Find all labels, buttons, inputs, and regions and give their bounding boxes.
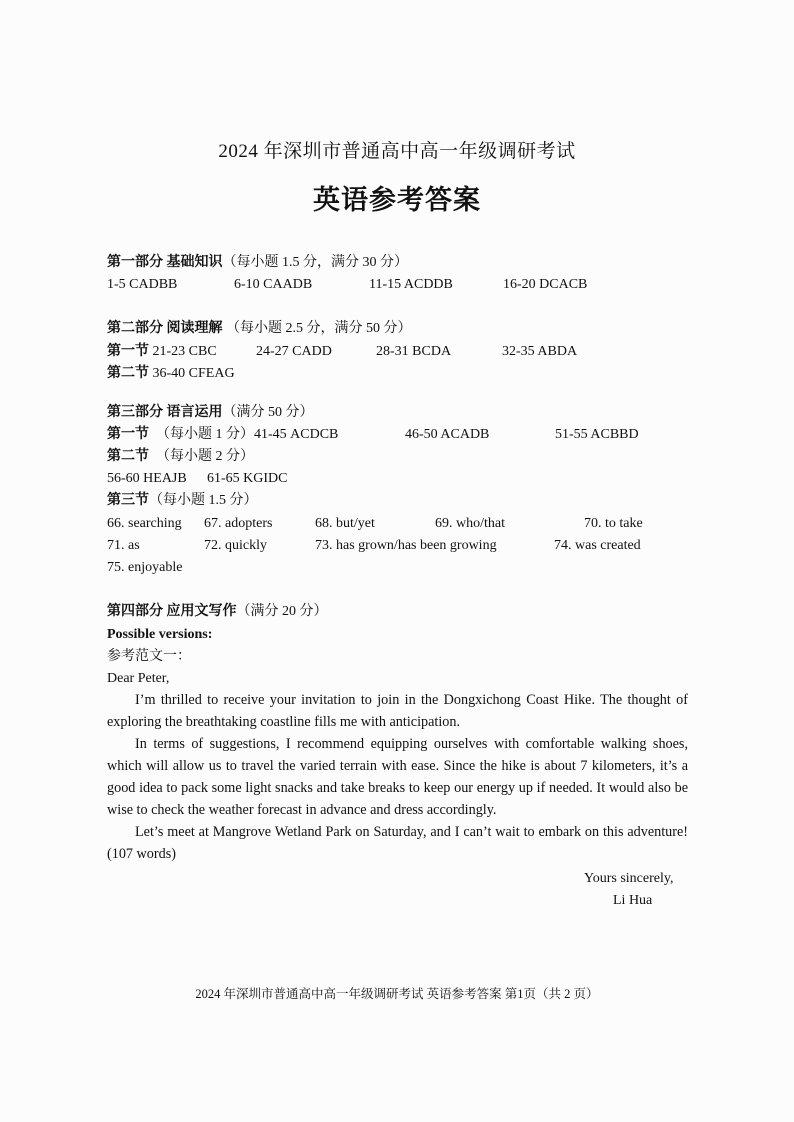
part3-answer: 61-65 KGIDC	[207, 471, 288, 486]
part3-answer: 74. was created	[554, 538, 641, 553]
possible-versions-label: Possible versions:	[107, 627, 213, 642]
part3-answer: 73. has grown/has been growing	[315, 538, 497, 553]
part3-answer: 56-60 HEAJB	[107, 471, 187, 486]
part3-heading-row	[107, 404, 314, 422]
part3-heading: 第三部分 语言运用	[107, 405, 223, 420]
part1-heading: 第一部分 基础知识	[107, 255, 223, 270]
letter-closing: Yours sincerely,	[584, 871, 674, 886]
part2-section1-label: 第一节	[107, 344, 149, 359]
letter-paragraph: I’m thrilled to receive your invitation to join in the Dongxichong Coast Hike. The thought of exploring the breathtaking coastline fills me with anticipation.	[107, 692, 688, 730]
part3-section1-label: 第一节	[107, 427, 149, 442]
answer-key-title: 英语参考答案	[313, 185, 481, 215]
part3-answer: 51-55 ACBBD	[555, 427, 639, 442]
part3-section2-label: 第二节	[107, 449, 149, 464]
part3-answer: 72. quickly	[204, 538, 267, 553]
part2-section1-row	[107, 343, 217, 361]
part3-answer: 68. but/yet	[315, 516, 375, 531]
exam-title: 2024 年深圳市普通高中高一年级调研考试	[218, 141, 576, 162]
part1-answer: 11-15 ACDDB	[369, 277, 453, 292]
part3-section1-note: （每小题 1 分）	[156, 427, 254, 442]
sample-label: 参考范文一：	[107, 649, 191, 664]
part4-heading-row	[107, 603, 328, 621]
letter-salutation: Dear Peter,	[107, 671, 170, 686]
part1-answer: 16-20 DCACB	[503, 277, 588, 292]
letter-paragraph: In terms of suggestions, I recommend equipping ourselves with comfortable walking shoes, which will allow us to travel the varied terrain with ease. Since the hike is about 7 kilometers, it’s a good idea to pack some light snacks and take breaks to keep our energy up if needed. It would also be wise to check the weather forecast in advance and dress accordingly.	[107, 736, 688, 818]
part1-heading-row	[107, 254, 408, 272]
part3-section3-label: 第三节	[107, 493, 149, 508]
part3-answer: 70. to take	[584, 516, 643, 531]
part3-answer: 46-50 ACADB	[405, 427, 490, 442]
part2-answer: 24-27 CADD	[256, 344, 332, 359]
part2-heading-row	[107, 320, 412, 338]
part3-answer: 75. enjoyable	[107, 560, 183, 575]
letter-signature: Li Hua	[613, 893, 653, 908]
part2-heading: 第二部分 阅读理解	[107, 321, 223, 336]
part3-section3-note: （每小题 1.5 分）	[149, 493, 258, 508]
part3-answer: 71. as	[107, 538, 140, 553]
part3-section3-row	[107, 492, 258, 510]
part3-note: （满分 50 分）	[222, 405, 314, 420]
part2-note: （每小题 2.5 分，满分 50 分）	[226, 321, 412, 336]
part3-section2-note: （每小题 2 分）	[156, 449, 254, 464]
part1-answer: 6-10 CAADB	[234, 277, 313, 292]
part2-section2-label: 第二节	[107, 366, 149, 381]
part3-answer: 69. who/that	[435, 516, 505, 531]
part4-heading: 第四部分 应用文写作	[107, 604, 237, 619]
part1-answer: 1-5 CADBB	[107, 277, 178, 292]
page-footer: 2024 年深圳市普通高中高一年级调研考试 英语参考答案 第1页（共 2 页）	[195, 987, 599, 1001]
part3-answer: 41-45 ACDCB	[254, 427, 339, 442]
part2-answer: 36-40 CFEAG	[152, 366, 235, 381]
part4-note: （满分 20 分）	[236, 604, 328, 619]
letter-paragraph: Let’s meet at Mangrove Wetland Park on Saturday, and I can’t wait to embark on this adventure! (107 words)	[107, 824, 688, 862]
part3-answer: 66. searching	[107, 516, 182, 531]
part2-section2-row	[107, 365, 235, 383]
part3-answer: 67. adopters	[204, 516, 273, 531]
part1-note: （每小题 1.5 分，满分 30 分）	[222, 255, 408, 270]
part2-answer: 32-35 ABDA	[502, 344, 578, 359]
part2-answer: 21-23 CBC	[152, 344, 217, 359]
part2-answer: 28-31 BCDA	[376, 344, 452, 359]
part3-section1-row	[107, 426, 338, 444]
part3-section2-row	[107, 448, 254, 466]
